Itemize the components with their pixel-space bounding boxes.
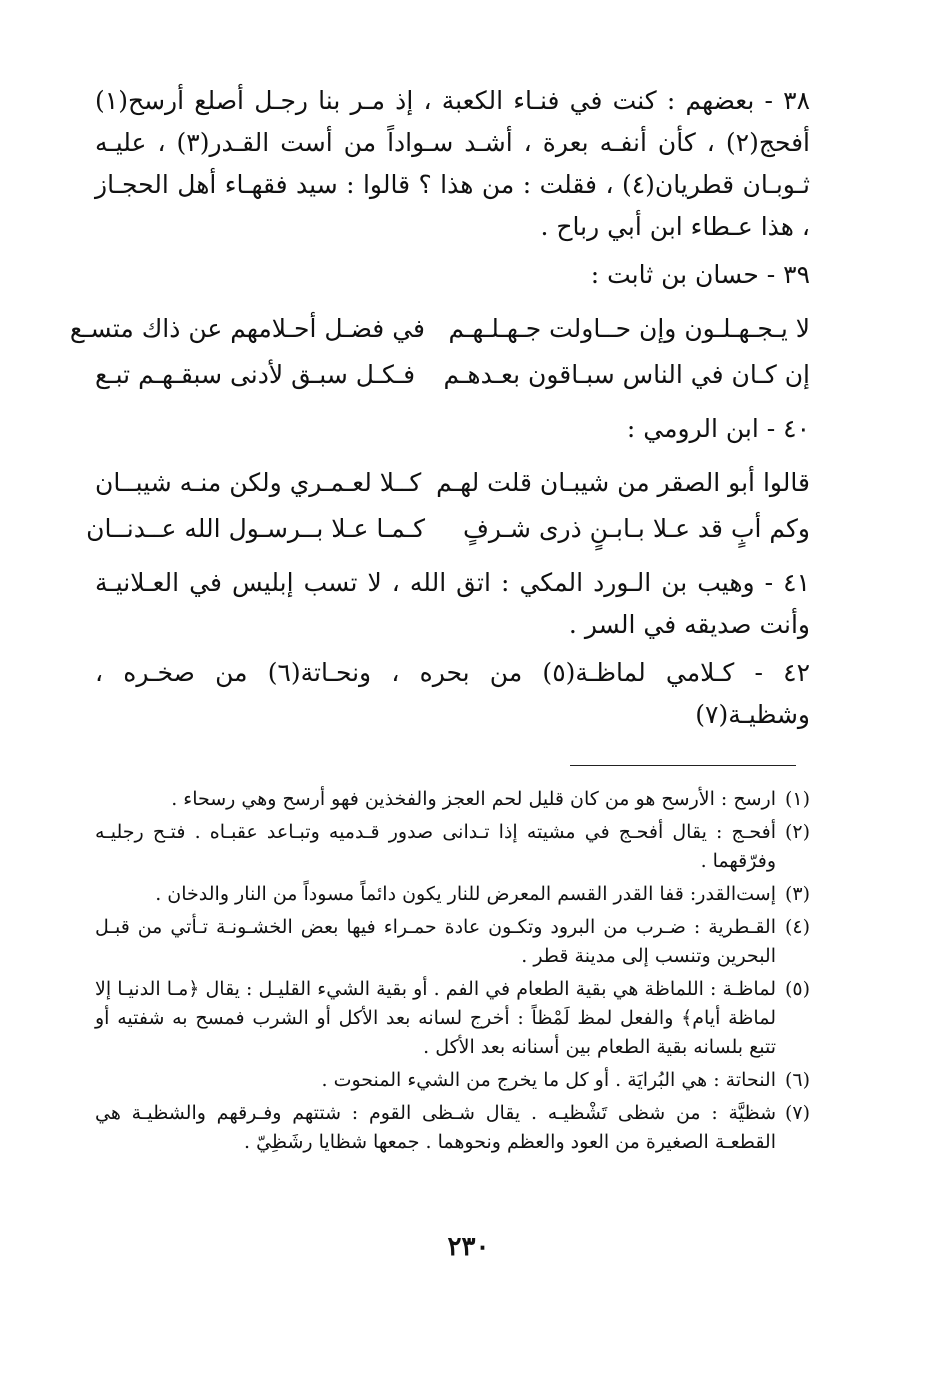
entry-42: ٤٢ - كـلامي لماظـة(٥) من بحره ، ونحـاتة(٦) من صخـره ، وشظيـة(٧) [95, 658, 810, 729]
footnote-number: (١) [784, 788, 810, 810]
footnote-number: (٣) [784, 883, 810, 905]
entry-40-heading: ٤٠ - ابن الرومي : [626, 414, 810, 443]
footnote-text: النحاتة : هي البُرايَة . أو كل ما يخرج من الشيء المنحوت . [321, 1069, 776, 1091]
footnote [95, 818, 810, 876]
footnote-text: أفحـج : يقال أفحـج في مشيته إذا تـدانى صدور قـدميه وتبـاعد عقبـاه . فتـح رجليـه وفرّقهما . [95, 821, 776, 872]
hemistich-first: قالوا أبو الصقر من شيبـان قلت لهـم [436, 468, 810, 497]
hemistich-first: إن كـان في الناس سبـاقون بعـدهـم [443, 360, 810, 389]
hemistich-second: كــلا لعـمـري ولكن منـه شيبــان [95, 468, 422, 497]
footnote-text: لماظـة : اللماظة هي بقية الطعام في الفم . أو بقية الشيء القليـل : يقال ﴿مـا الدنيـا إلا لماظة أيام﴾ والفعل لمظ لَمْظاً : أخرج لسانه بعد الأكل أو الشرب فمسح به شفتيه أو تتبع بلسانه بقية الطعام بين أسنانه بعد الأكل . [95, 978, 776, 1058]
footnote [95, 1066, 810, 1095]
verse [95, 352, 810, 398]
hemistich-first: وكم أبٍ قد عـلا بـابـنٍ ذرى شـرفٍ [463, 514, 810, 543]
footnotes [95, 785, 810, 1161]
footnote-number: (٥) [784, 978, 810, 1000]
hemistich-first: لا يـجـهـلـون وإن حــاولت جـهـلـهـم [448, 314, 810, 343]
poem-40 [86, 460, 810, 552]
footnote-text: إست‌القدر: قفا القدر القسم المعرض للنار يكون دائماً مسوداً من النار والدخان . [155, 883, 776, 905]
footnote-number: (٦) [784, 1069, 810, 1091]
footnote [95, 975, 810, 1062]
entry-39-heading: ٣٩ - حسان بن ثابت : [590, 260, 810, 289]
entry-41: ٤١ - وهيب بن الـورد المكي : اتق الله ، لا تسب إبليس في العـلانيـة وأنت صديقه في السر . [95, 568, 810, 639]
verse [95, 460, 810, 506]
footnote [95, 913, 810, 971]
footnote-separator [570, 765, 796, 766]
verse [69, 306, 810, 352]
hemistich-second: فـكـل سبـق لأدنى سبقـهـم تبـع [95, 360, 416, 389]
verse [86, 506, 810, 552]
hemistich-second: كـمـا عـلا بــرسـول الله عــدنــان [86, 514, 425, 543]
footnote-text: القـطرية : ضـرب من البرود وتكـون عادة حمـراء فيها بعض الخشـونـة تـأتي من قبـل البحرين وتنسب إلى مدينة قطر . [95, 916, 776, 967]
footnote-number: (٧) [784, 1102, 810, 1124]
footnote [95, 785, 810, 814]
footnote-number: (٢) [784, 821, 810, 843]
page-body [69, 80, 810, 742]
footnote-number: (٤) [784, 916, 810, 938]
footnote-text: ارسح : الأرسح هو من كان قليل لحم العجز والفخذين فهو أرسح وهي رسحاء . [171, 788, 776, 810]
footnote [95, 880, 810, 909]
poem-39 [69, 306, 810, 398]
footnote-text: شظيَّة : من شظى تَشْظيـه . يقال شـظى القوم : شتتهم وفـرقهم والشظيـة هي القطعـة الصغيرة من العود والعظم ونحوهما . جمعها شظايا رشَظِيّ . [95, 1102, 776, 1153]
entry-38: ٣٨ - بعضهم : كنت في فنـاء الكعبة ، إذ مـر بنا رجـل أصلع أرسح(١) أفحج(٢) ، كأن أنفـه بعرة ، أشـد سـواداً من أست القـدر(٣) ، عليـه ثـوبـان قطريان(٤) ، فقلت : من هذا ؟ قالوا : سيد فقهـاء أهل الحجـاز ، هذا عـطاء ابن أبي رباح . [95, 86, 810, 241]
footnote [95, 1099, 810, 1157]
page-number: ٢٣٠ [447, 1232, 490, 1262]
hemistich-second: في فضـل أحـلامهم عن ذاك متسـع [69, 314, 425, 343]
